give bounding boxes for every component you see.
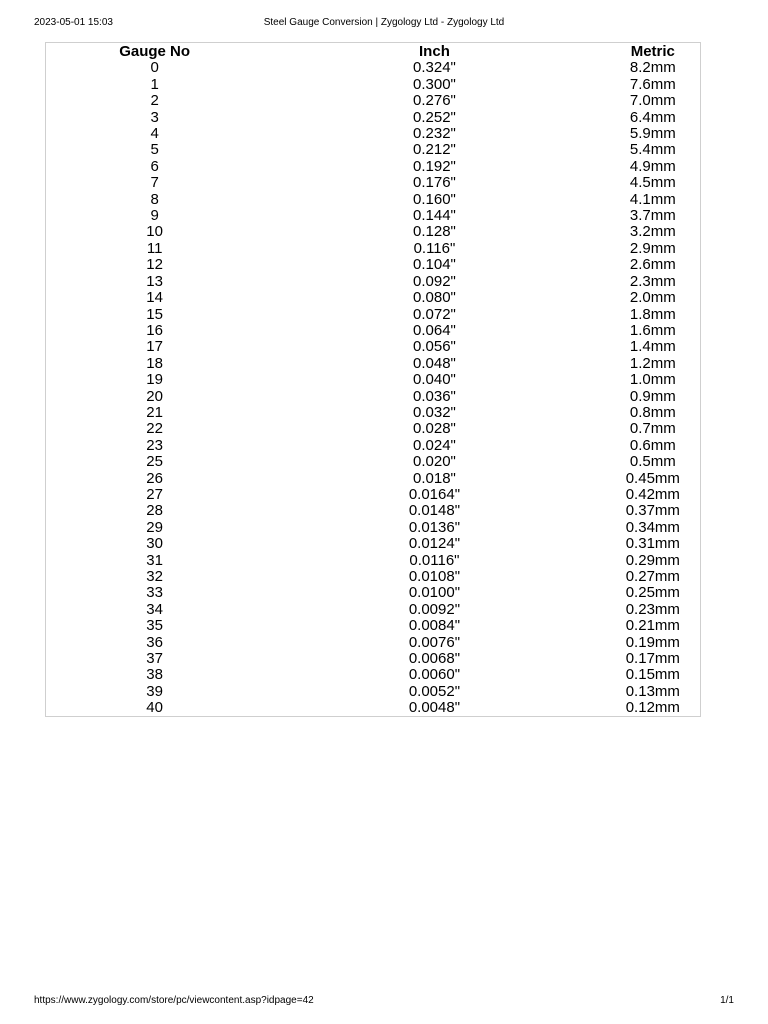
metric-cell: 8.2mm [629,59,676,77]
table-row [46,307,700,323]
table-row [46,110,700,126]
inch-cell: 0.092" [413,272,456,290]
gauge-cell: 4 [150,125,159,143]
inch-cell: 0.192" [413,157,456,175]
gauge-cell: 6 [150,157,159,175]
gauge-table-container [45,42,701,717]
inch-cell: 0.212" [413,141,456,159]
gauge-cell: 40 [146,699,163,717]
metric-cell: 0.13mm [625,682,680,700]
metric-cell: 5.4mm [629,141,676,159]
inch-cell: 0.056" [413,338,456,356]
gauge-conversion-table [46,44,700,717]
table-row [46,569,700,585]
print-header [34,16,734,30]
metric-cell: 3.7mm [629,207,676,225]
metric-cell: 5.9mm [629,125,676,143]
page-title: Steel Gauge Conversion | Zygology Ltd - Zygology Ltd [263,17,505,28]
inch-cell: 0.0124" [408,535,461,553]
metric-cell: 0.37mm [625,502,680,520]
inch-cell: 0.020" [413,453,456,471]
gauge-cell: 17 [146,338,163,356]
inch-cell: 0.0136" [408,518,461,536]
table-row [46,421,700,437]
table-row [46,487,700,503]
table-row [46,618,700,634]
table-row [46,356,700,372]
table-row [46,224,700,240]
inch-cell: 0.040" [413,371,456,389]
table-row [46,339,700,355]
table-row [46,323,700,339]
metric-cell: 0.29mm [625,551,680,569]
metric-cell: 6.4mm [629,108,676,126]
gauge-cell: 10 [146,223,163,241]
inch-cell: 0.300" [413,75,456,93]
table-row [46,651,700,667]
inch-cell: 0.104" [413,256,456,274]
inch-cell: 0.0108" [408,568,461,585]
metric-cell: 4.9mm [629,157,676,175]
table-row [46,454,700,470]
metric-cell: 7.0mm [629,92,676,110]
inch-cell: 0.032" [413,403,456,421]
inch-cell: 0.048" [413,354,456,372]
inch-cell: 0.128" [413,223,456,241]
table-row [46,684,700,700]
gauge-cell: 9 [150,207,159,225]
table-row [46,77,700,93]
gauge-cell: 39 [146,682,163,700]
gauge-cell: 30 [146,535,163,553]
metric-cell: 1.4mm [629,338,676,356]
metric-cell: 0.25mm [625,584,680,602]
metric-cell: 2.6mm [629,256,676,274]
gauge-cell: 7 [150,174,159,192]
metric-cell: 0.27mm [625,568,680,585]
gauge-cell: 26 [146,469,163,487]
table-row [46,159,700,175]
inch-cell: 0.0076" [408,633,461,651]
metric-cell: 0.45mm [625,469,680,487]
inch-cell: 0.080" [413,289,456,307]
table-row [46,585,700,601]
gauge-cell: 28 [146,502,163,520]
metric-cell: 4.5mm [629,174,676,192]
metric-cell: 0.5mm [629,453,676,471]
gauge-cell: 35 [146,617,163,635]
inch-cell: 0.144" [413,207,456,225]
gauge-cell: 36 [146,633,163,651]
gauge-cell: 34 [146,600,163,618]
metric-cell: 1.6mm [629,321,676,339]
gauge-cell: 1 [150,75,159,93]
inch-cell: 0.0068" [408,650,461,668]
table-row [46,536,700,552]
metric-cell: 4.1mm [629,190,676,208]
table-header-row [46,44,700,60]
gauge-cell: 37 [146,650,163,668]
table-row [46,372,700,388]
metric-cell: 0.6mm [629,436,676,454]
inch-cell: 0.036" [413,387,456,405]
gauge-cell: 16 [146,321,163,339]
inch-cell: 0.0052" [408,682,461,700]
metric-cell: 0.23mm [625,600,680,618]
table-row [46,241,700,257]
gauge-cell: 19 [146,371,163,389]
metric-cell: 2.9mm [629,239,676,257]
metric-cell: 1.0mm [629,371,676,389]
inch-cell: 0.024" [413,436,456,454]
gauge-cell: 32 [146,568,163,585]
table-row [46,503,700,519]
gauge-cell: 2 [150,92,159,110]
column-header-metric: Metric [630,43,675,60]
column-header-inch: Inch [419,43,450,60]
inch-cell: 0.160" [413,190,456,208]
inch-cell: 0.252" [413,108,456,126]
table-row [46,290,700,306]
gauge-cell: 8 [150,190,159,208]
gauge-cell: 5 [150,141,159,159]
metric-cell: 0.31mm [625,535,680,553]
print-footer [34,994,734,1008]
table-row [46,274,700,290]
gauge-cell: 27 [146,485,163,503]
inch-cell: 0.072" [413,305,456,323]
metric-cell: 0.34mm [625,518,680,536]
inch-cell: 0.028" [413,420,456,438]
table-row [46,667,700,683]
gauge-cell: 20 [146,387,163,405]
metric-cell: 3.2mm [629,223,676,241]
gauge-cell: 11 [146,239,163,257]
gauge-cell: 22 [146,420,163,438]
inch-cell: 0.0116" [409,551,460,569]
inch-cell: 0.0084" [408,617,461,635]
table-row [46,520,700,536]
table-row [46,553,700,569]
metric-cell: 0.9mm [629,387,676,405]
table-row [46,60,700,76]
metric-cell: 1.2mm [629,354,676,372]
inch-cell: 0.276" [413,92,456,110]
table-row [46,389,700,405]
table-row [46,471,700,487]
page-url: https://www.zygology.com/store/pc/viewcontent.asp?idpage=42 [34,995,314,1006]
column-header-gauge: Gauge No [119,43,191,60]
gauge-cell: 3 [150,108,159,126]
table-row [46,93,700,109]
inch-cell: 0.0164" [408,485,461,503]
gauge-cell: 0 [150,59,159,77]
table-row [46,635,700,651]
metric-cell: 0.7mm [629,420,676,438]
inch-cell: 0.0148" [408,502,461,520]
gauge-cell: 25 [146,453,163,471]
gauge-cell: 18 [146,354,163,372]
metric-cell: 2.0mm [629,289,676,307]
table-row [46,700,700,716]
metric-cell: 1.8mm [629,305,676,323]
table-row [46,405,700,421]
table-row [46,126,700,142]
metric-cell: 0.8mm [629,403,676,421]
inch-cell: 0.0092" [408,600,461,618]
inch-cell: 0.232" [413,125,456,143]
table-row [46,175,700,191]
table-body [46,60,700,716]
table-row [46,142,700,158]
gauge-cell: 38 [146,666,163,684]
metric-cell: 0.21mm [625,617,680,635]
metric-cell: 0.12mm [625,699,680,717]
gauge-cell: 33 [146,584,163,602]
gauge-cell: 29 [146,518,163,536]
metric-cell: 7.6mm [629,75,676,93]
gauge-cell: 13 [146,272,163,290]
metric-cell: 0.17mm [625,650,680,668]
metric-cell: 0.15mm [625,666,680,684]
table-row [46,257,700,273]
table-row [46,438,700,454]
inch-cell: 0.116" [413,239,456,257]
gauge-cell: 14 [146,289,163,307]
inch-cell: 0.0100" [408,584,461,602]
gauge-cell: 21 [146,403,163,421]
inch-cell: 0.064" [413,321,456,339]
metric-cell: 0.42mm [625,485,680,503]
gauge-cell: 31 [146,551,163,569]
table-row [46,208,700,224]
table-row [46,602,700,618]
gauge-cell: 12 [146,256,163,274]
metric-cell: 2.3mm [629,272,676,290]
table-row [46,192,700,208]
inch-cell: 0.324" [413,59,456,77]
gauge-cell: 23 [146,436,163,454]
print-date: 2023-05-01 15:03 [34,17,113,28]
inch-cell: 0.176" [413,174,456,192]
page-indicator: 1/1 [720,995,734,1006]
metric-cell: 0.19mm [625,633,680,651]
inch-cell: 0.018" [413,469,456,487]
inch-cell: 0.0060" [408,666,461,684]
inch-cell: 0.0048" [408,699,461,717]
gauge-cell: 15 [146,305,163,323]
